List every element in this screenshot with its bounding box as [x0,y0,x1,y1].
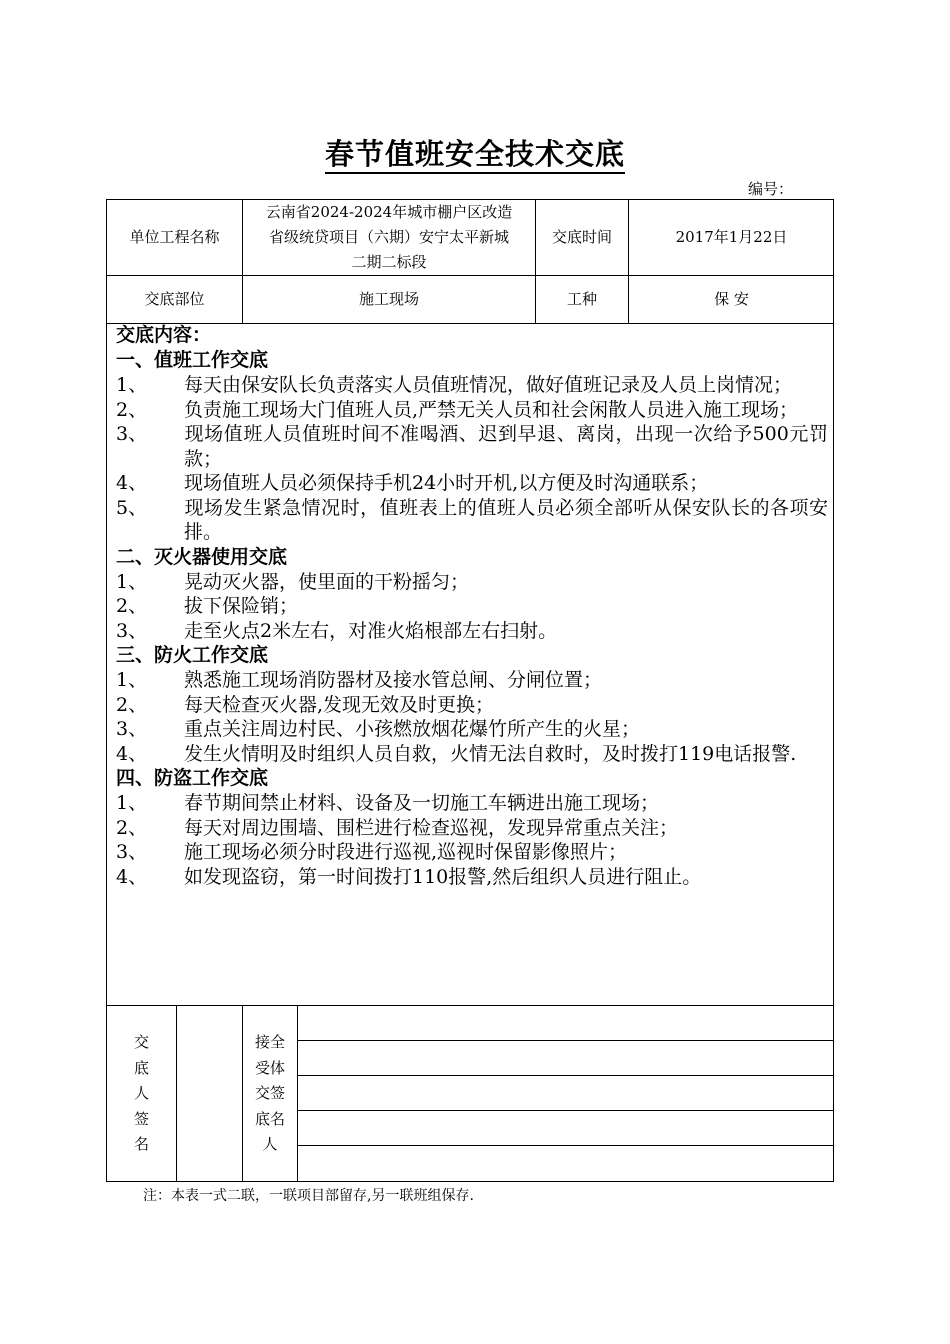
item-text-body: 现场值班人员值班时间不准喝酒、迟到早退、离岗，出现一次给予500元罚款； [184,423,828,470]
section-heading: 二、灭火器使用交底 [116,545,288,568]
item-text [146,619,828,644]
handover-part-value: 施工现场 [358,290,419,308]
item-text-body: 每天检查灭火器,发现无效及时更换； [184,693,495,716]
item-text [146,816,828,841]
giver-label-char: 底 [133,1058,149,1077]
giver-label-char: 人 [133,1084,149,1102]
item-text [146,496,828,545]
list-item [116,668,828,693]
content-sections [116,348,828,889]
item-text-body: 施工现场必须分时段进行巡视,巡视时保留影像照片； [184,841,628,863]
giver-signature-label [107,1030,176,1158]
item-number: 2、 [116,816,148,839]
receiver-signature-label [243,1030,297,1158]
handover-time-label: 交底时间 [551,228,612,246]
item-text [146,865,828,890]
receiver-label-line: 接全 [254,1033,285,1051]
giver-label-char: 交 [133,1033,149,1051]
giver-signature-box[interactable] [177,1006,242,1181]
item-number: 1、 [116,374,148,396]
list-item [116,373,828,398]
item-text [146,373,828,398]
item-number: 4、 [116,742,148,765]
receiver-label-line: 人 [262,1135,278,1153]
item-text-body: 走至火点2米左右，对准火焰根部左右扫射。 [184,619,558,642]
giver-label-char: 名 [133,1135,149,1153]
item-text-body: 春节期间禁止材料、设备及一切施工车辆进出施工现场； [184,792,660,814]
document-title: 春节值班安全技术交底 [0,132,950,173]
item-text-body: 每天对周边围墙、围栏进行检查巡视，发现异常重点关注； [184,816,679,839]
list-item [116,693,828,718]
item-number: 1、 [116,570,148,593]
list-item [116,570,828,595]
trade-label: 工种 [566,290,597,308]
item-text [146,594,828,619]
project-name-line: 省级统贷项目（六期）安宁太平新城 [268,228,509,246]
project-name-value [243,200,535,275]
receiver-label-line: 底名 [254,1109,285,1128]
item-number: 2、 [116,693,148,716]
item-number: 3、 [116,423,148,445]
project-name-label: 单位工程名称 [129,228,220,246]
list-item [116,840,828,865]
item-text-body: 重点关注周边村民、小孩燃放烟花爆竹所产生的火星； [184,718,641,740]
section-heading: 一、值班工作交底 [116,349,269,371]
list-item [116,594,828,619]
item-text [146,422,828,471]
section-heading: 四、防盗工作交底 [116,767,269,789]
item-text-body: 熟悉施工现场消防器材及接水管总闸、分闸位置； [184,669,603,691]
list-item [116,717,828,742]
item-text [146,791,828,816]
list-item [116,471,828,496]
item-text-body: 拔下保险销； [184,595,299,617]
item-text [146,742,828,767]
item-text [146,471,828,496]
item-number: 5、 [116,496,148,519]
list-item [116,865,828,890]
list-item [116,619,828,644]
list-item [116,791,828,816]
item-text [146,668,828,693]
item-number: 1、 [116,669,148,691]
item-text-body: 负责施工现场大门值班人员,严禁无关人员和社会闲散人员进入施工现场； [184,398,799,421]
list-item [116,816,828,841]
content-heading: 交底内容： [116,324,212,346]
item-text [146,398,828,423]
item-number: 1、 [116,792,148,814]
handover-content [116,323,828,889]
project-name-line: 云南省2024-2024年城市棚户区改造 [265,203,513,221]
list-item [116,742,828,767]
section-heading: 三、防火工作交底 [116,644,269,666]
item-text-body: 如发现盗窃，第一时间拨打110报警,然后组织人员进行阻止。 [184,865,702,888]
project-name-line: 二期二标段 [351,253,427,271]
trade-value: 保 安 [714,290,749,308]
item-number: 2、 [116,398,148,421]
list-item [116,422,828,471]
list-item [116,496,828,545]
item-text [146,840,828,865]
serial-number-label: 编号： [748,180,794,198]
item-number: 2、 [116,595,148,617]
item-number: 4、 [116,865,148,888]
receiver-signature-area[interactable] [298,1006,833,1181]
item-number: 4、 [116,472,148,494]
item-text-body: 发生火情明及时组织人员自救，火情无法自救时，及时拨打119电话报警. [184,742,797,765]
footnote: 注：本表一式二联，一联项目部留存,另一联班组保存. [143,1188,474,1204]
item-text [146,693,828,718]
item-text-body: 现场发生紧急情况时，值班表上的值班人员必须全部听从保安队长的各项安排。 [184,496,828,543]
handover-part-label: 交底部位 [144,290,205,308]
item-text [146,717,828,742]
item-number: 3、 [116,841,148,863]
handover-time-value: 2017年1月22日 [675,228,788,246]
item-number: 3、 [116,619,148,642]
giver-label-char: 签 [133,1109,149,1128]
item-text-body: 晃动灭火器，使里面的干粉摇匀； [184,570,470,593]
item-text-body: 每天由保安队长负责落实人员值班情况，做好值班记录及人员上岗情况； [184,374,793,396]
list-item [116,398,828,423]
receiver-label-line: 交签 [254,1084,285,1102]
receiver-label-line: 受体 [254,1058,285,1077]
item-number: 3、 [116,718,148,740]
item-text [146,570,828,595]
item-text-body: 现场值班人员必须保持手机24小时开机,以方便及时沟通联系； [184,472,709,494]
